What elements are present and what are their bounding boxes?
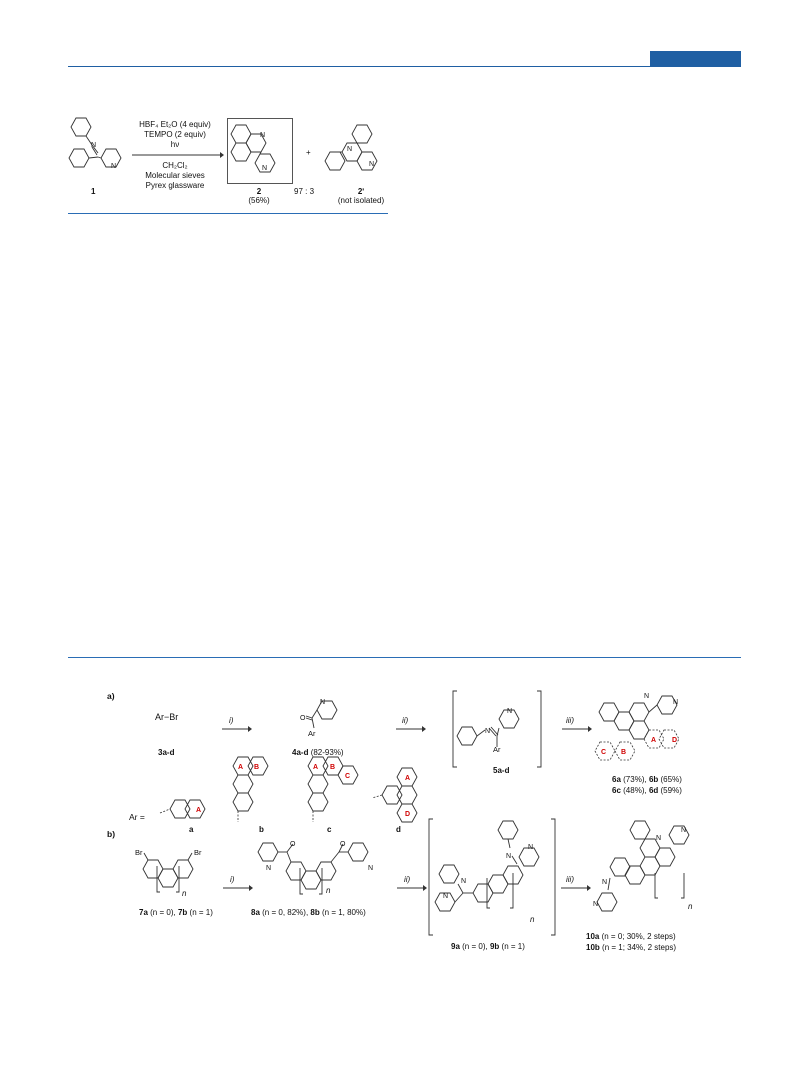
yield-6c: (48%), xyxy=(623,786,647,795)
repeat-n: n xyxy=(688,902,693,911)
ar-label-c: c xyxy=(327,825,332,834)
compound-label-3: 3a-d xyxy=(158,748,175,757)
compound-label-10b: 10b xyxy=(586,943,600,952)
step-i-label: i) xyxy=(229,716,234,725)
yield-2: (56%) xyxy=(248,196,270,205)
repeat-n: n xyxy=(182,889,187,898)
compound-label-4: 4a-d xyxy=(292,748,309,757)
compound-label-1: 1 xyxy=(91,187,96,196)
atom-n: N xyxy=(673,699,679,706)
arrow-step-i xyxy=(222,726,252,732)
condition-line: Pyrex glassware xyxy=(145,181,205,190)
atom-n: N xyxy=(528,844,534,851)
svg-text:D: D xyxy=(672,737,678,744)
arrow-step-i-b xyxy=(223,885,253,891)
atom-n: N xyxy=(644,693,650,700)
compound-8-structure xyxy=(255,838,395,903)
part-b-label: b) xyxy=(107,829,116,839)
condition-line: CH₂Cl₂ xyxy=(162,161,188,170)
svg-text:A: A xyxy=(238,764,244,771)
plus-sign: + xyxy=(306,148,311,157)
part-a-label: a) xyxy=(107,691,115,701)
svg-text:B: B xyxy=(330,764,336,771)
compound-7-structure xyxy=(140,848,220,903)
atom-o: O xyxy=(300,715,306,722)
aryl-bromide: Ar−Br xyxy=(155,712,179,722)
compound-label-5: 5a-d xyxy=(493,766,510,775)
atom-ar: Ar xyxy=(308,729,316,738)
step-ii-label-b: ii) xyxy=(404,875,411,884)
atom-n: N xyxy=(347,146,353,153)
n-value-7a: (n = 0), xyxy=(150,908,176,917)
step-i-label-b: i) xyxy=(230,875,235,884)
compound-9-structure xyxy=(428,818,558,936)
n-value-9b: (n = 1) xyxy=(501,942,525,951)
svg-text:B: B xyxy=(254,764,260,771)
n-value-8a: (n = 0, 82%), xyxy=(262,908,309,917)
compound-label-6a: 6a xyxy=(612,775,621,784)
svg-text:A: A xyxy=(196,807,202,814)
atom-n: N xyxy=(368,865,374,872)
arrow-step-iii-b xyxy=(561,885,591,891)
compound-label-9b: 9b xyxy=(489,942,500,951)
compound-1-structure xyxy=(66,115,136,190)
header-accent-block xyxy=(650,51,741,66)
step-iii-label-b: iii) xyxy=(566,875,574,884)
compound-label-6c: 6c xyxy=(612,786,621,795)
condition-line: Molecular sieves xyxy=(145,171,205,180)
ar-label-a: a xyxy=(189,825,194,834)
ar-c-structure xyxy=(298,752,368,824)
compound-label-8a: 8a xyxy=(251,908,260,917)
condition-line: HBF₄ Et₂O (4 equiv) xyxy=(139,120,211,129)
compound-label-9a: 9a xyxy=(451,942,460,951)
repeat-n: n xyxy=(326,886,331,895)
atom-n: N xyxy=(443,893,449,900)
n-value-7b: (n = 1) xyxy=(189,908,213,917)
arrow-step-iii xyxy=(562,726,592,732)
compound-label-2prime: 2ʹ xyxy=(357,187,365,196)
ar-b-structure xyxy=(230,752,280,824)
atom-n: N xyxy=(320,699,326,706)
step-iii-label: iii) xyxy=(566,716,574,725)
atom-n: N xyxy=(506,853,512,860)
svg-text:A: A xyxy=(313,764,319,771)
atom-o: O xyxy=(340,841,346,848)
compound-label-6b: 6b xyxy=(648,775,659,784)
svg-text:C: C xyxy=(345,773,351,780)
repeat-n: n xyxy=(530,915,535,924)
svg-text:D: D xyxy=(405,811,411,818)
step-ii-label: ii) xyxy=(402,716,409,725)
yield-6a: (73%), xyxy=(623,775,647,784)
compound-label-7b: 7b xyxy=(177,908,188,917)
svg-text:B: B xyxy=(621,749,627,756)
note-2prime: (not isolated) xyxy=(337,196,385,205)
svg-text:A: A xyxy=(651,737,657,744)
n-value-10a: (n = 0; 30%, 2 steps) xyxy=(601,932,676,941)
ar-label-d: d xyxy=(396,825,401,834)
n-value-8b: (n = 1, 80%) xyxy=(321,908,366,917)
ar-equals: Ar = xyxy=(129,812,145,822)
compound-2prime-structure xyxy=(327,122,387,182)
yield-6d: (59%) xyxy=(660,786,682,795)
compound-label-2: 2 xyxy=(256,187,262,196)
compound-label-7a: 7a xyxy=(139,908,148,917)
compound-label-6d: 6d xyxy=(648,786,659,795)
atom-n: N xyxy=(507,708,513,715)
product-ratio: 97 : 3 xyxy=(294,187,315,196)
atom-n: N xyxy=(266,865,272,872)
atom-ar: Ar xyxy=(493,745,501,754)
n-value-9a: (n = 0), xyxy=(462,942,488,951)
arrow-step-ii xyxy=(396,726,426,732)
yield-6b: (65%) xyxy=(660,775,682,784)
header-rule xyxy=(68,66,741,67)
atom-n: N xyxy=(260,132,266,139)
yield-4: (82-93%) xyxy=(310,748,344,757)
atom-n: N xyxy=(369,161,375,168)
svg-text:A: A xyxy=(405,775,411,782)
compound-label-10a: 10a xyxy=(586,932,600,941)
ar-d-structure xyxy=(372,765,427,827)
bracket-5 xyxy=(452,690,542,768)
condition-line: TEMPO (2 equiv) xyxy=(144,130,206,139)
atom-n: N xyxy=(681,827,687,834)
atom-n: N xyxy=(656,835,662,842)
atom-n: N xyxy=(262,165,268,172)
compound-label-8b: 8b xyxy=(310,908,320,917)
atom-n: N xyxy=(461,878,467,885)
scheme-1-rule xyxy=(68,213,388,214)
atom-n: N xyxy=(111,163,117,170)
atom-n: N xyxy=(91,142,97,149)
arrow-step-ii-b xyxy=(397,885,427,891)
atom-n: N xyxy=(602,879,608,886)
atom-br: Br xyxy=(135,848,143,857)
condition-line: hν xyxy=(170,140,180,149)
atom-n: N xyxy=(593,901,599,908)
atom-br: Br xyxy=(194,848,202,857)
ar-label-b: b xyxy=(259,825,264,834)
scheme-2-rule xyxy=(68,657,741,658)
atom-o: O xyxy=(290,841,296,848)
n-value-10b: (n = 1; 34%, 2 steps) xyxy=(602,943,677,952)
atom-n: N xyxy=(485,728,491,735)
reaction-arrow xyxy=(132,152,224,158)
svg-text:C: C xyxy=(601,749,607,756)
ar-a-structure xyxy=(160,795,215,825)
